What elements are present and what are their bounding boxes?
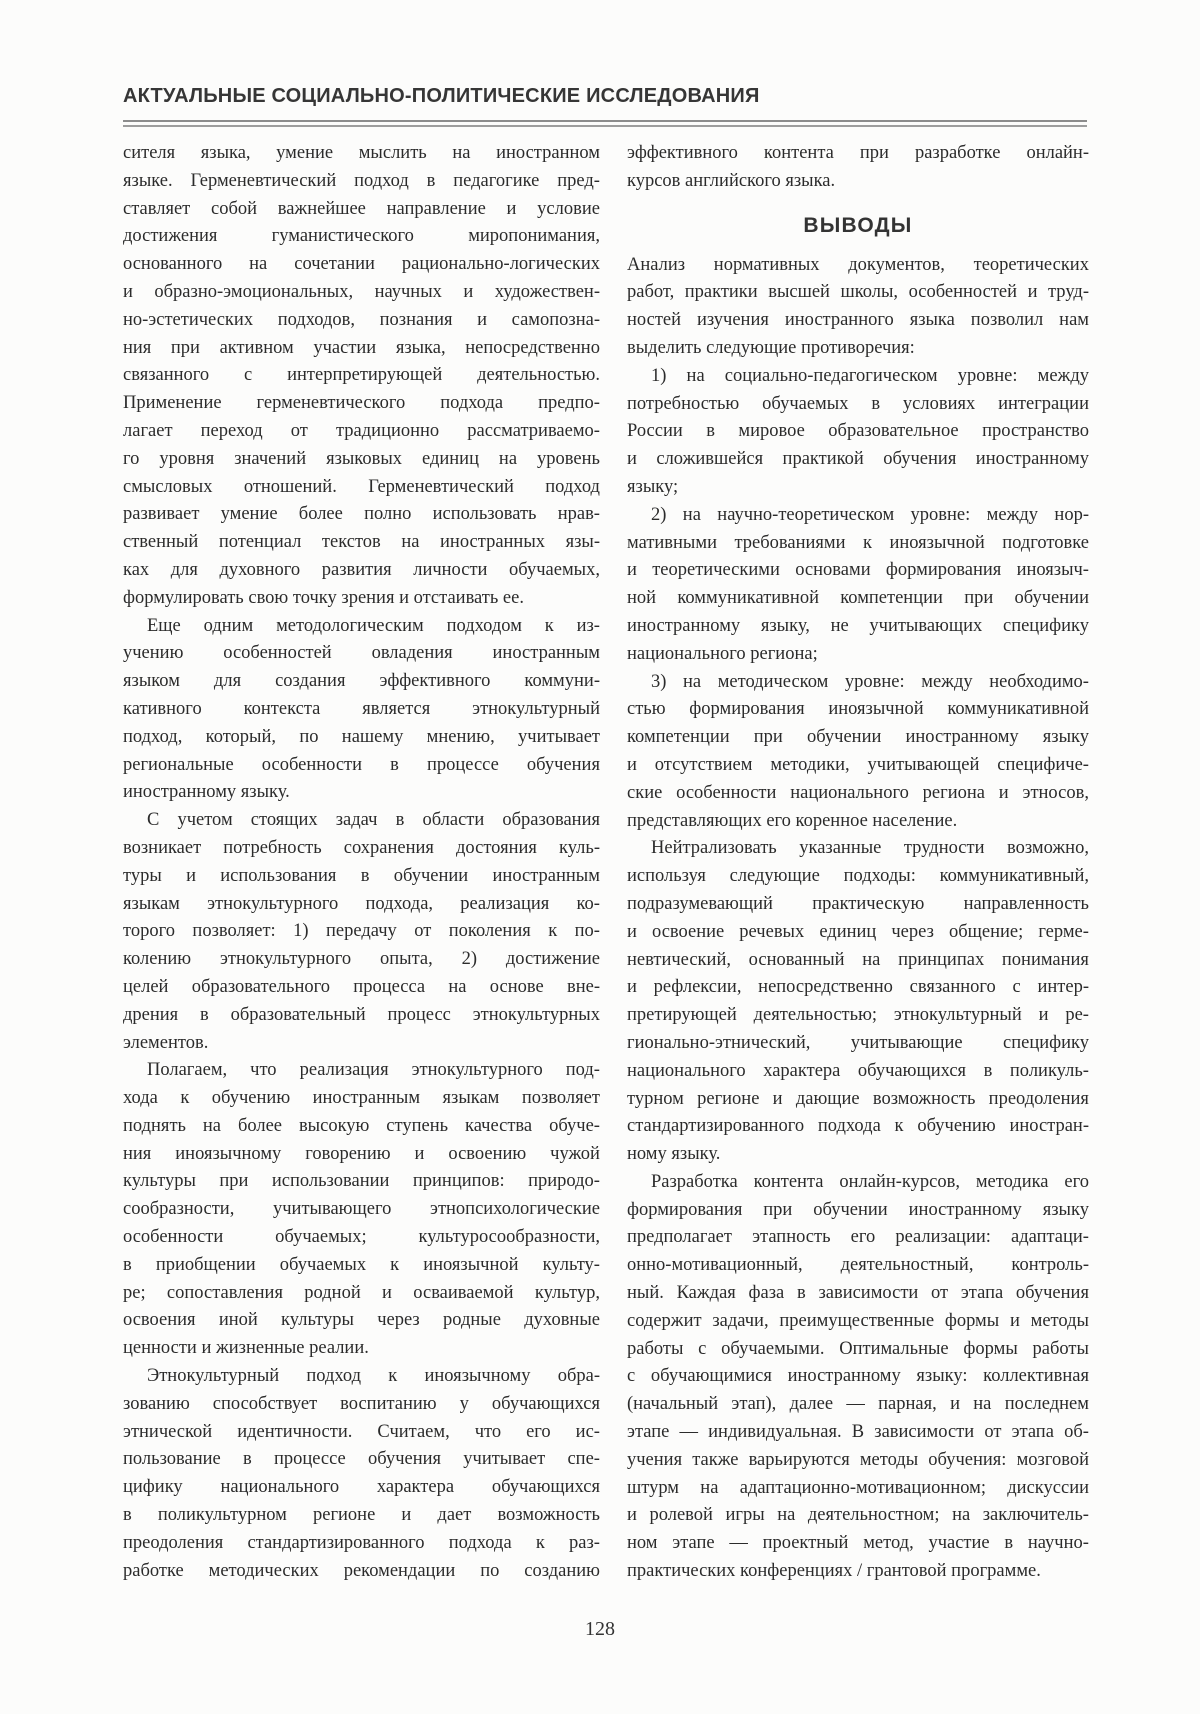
text-line: претирующей деятельностью; этнокультурный и ре- bbox=[627, 1005, 1089, 1026]
text-line: онно-мотивационный, деятельностный, контроль- bbox=[627, 1255, 1089, 1276]
text-line: учения также варьируются методы обучения: мозговой bbox=[627, 1449, 1089, 1470]
text-line: ный. Каждая фаза в зависимости от этапа обучения bbox=[627, 1283, 1089, 1304]
text-line: ному языку. bbox=[627, 1144, 721, 1165]
text-line: 1) на социально-педагогическом уровне: между bbox=[651, 365, 1089, 386]
text-line: хода к обучению иностранным языкам позволяет bbox=[123, 1088, 600, 1109]
paragraph bbox=[627, 669, 1089, 836]
text-line: сителя языка, умение мыслить на иностранном bbox=[123, 143, 600, 163]
text-line: региональные особенности в процессе обучения bbox=[123, 754, 600, 775]
text-line: 2) на научно-теоретическом уровне: между нор- bbox=[651, 504, 1089, 525]
text-line: Разработка контента онлайн-курсов, методика его bbox=[651, 1171, 1089, 1192]
text-line: турном регионе и дающие возможность преодоления bbox=[627, 1088, 1089, 1109]
text-line: и рефлексии, непосредственно связанного с интер- bbox=[627, 977, 1089, 998]
text-line: ной коммуникативной компетенции при обучении bbox=[627, 588, 1089, 609]
right-column bbox=[627, 140, 1089, 1586]
text-line: и отсутствием методики, учитывающей специфиче- bbox=[627, 754, 1089, 775]
text-line: ственный потенциал текстов на иностранных язы- bbox=[123, 532, 600, 553]
text-line: ном этапе — проектный метод, участие в научно- bbox=[627, 1533, 1089, 1554]
text-line: языке. Герменевтический подход в педагогике пред- bbox=[123, 170, 600, 191]
text-line: торого позволяет: 1) передачу от поколения к по- bbox=[123, 921, 600, 942]
text-line: туры и использования в обучении иностранным bbox=[123, 865, 600, 886]
text-line: содержит задачи, преимущественные формы и методы bbox=[627, 1310, 1089, 1331]
text-line: иностранному языку. bbox=[123, 782, 290, 803]
text-line: в приобщении обучаемых к иноязычной культу- bbox=[123, 1254, 600, 1275]
text-line: (начальный этап), далее — парная, и на последнем bbox=[627, 1394, 1089, 1415]
text-line: Нейтрализовать указанные трудности возможно, bbox=[651, 838, 1089, 859]
text-line: эффективного контента при разработке онлайн- bbox=[627, 143, 1089, 163]
text-line: ностей изучения иностранного языка позволил нам bbox=[627, 310, 1089, 331]
text-line: работ, практики высшей школы, особенностей и труд- bbox=[627, 282, 1089, 303]
text-line: этапе — индивидуальная. В зависимости от этапа об- bbox=[627, 1422, 1089, 1443]
text-line: практических конференциях / грантовой программе. bbox=[627, 1561, 1041, 1582]
text-line: 3) на методическом уровне: между необходимо- bbox=[651, 671, 1089, 692]
text-line: национального характера обучающихся в поликуль- bbox=[627, 1060, 1089, 1081]
text-line: в поликультурном регионе и дает возможность bbox=[123, 1505, 600, 1526]
text-line: работке методических рекомендации по созданию bbox=[123, 1560, 600, 1581]
paragraph bbox=[123, 1057, 600, 1363]
text-line: курсов английского языка. bbox=[627, 170, 836, 191]
paragraph bbox=[123, 1363, 600, 1585]
text-line: Этнокультурный подход к иноязычному обра- bbox=[147, 1366, 600, 1387]
text-line: ках для духовного развития личности обучаемых, bbox=[123, 559, 600, 580]
text-line: смысловых отношений. Герменевтический подход bbox=[123, 476, 600, 497]
text-line: сообразности, учитывающего этнопсихологические bbox=[123, 1199, 600, 1220]
text-line: подразумевающий практическую направленность bbox=[627, 893, 1089, 914]
text-line: цифику национального характера обучающихся bbox=[123, 1477, 600, 1498]
text-line: гионально-этнический, учитывающие специфику bbox=[627, 1032, 1089, 1053]
text-line: возникает потребность сохранения достояния куль- bbox=[123, 837, 600, 858]
text-line: представляющих его коренное население. bbox=[627, 810, 958, 831]
text-line: и освоение речевых единиц через общение; герме- bbox=[627, 921, 1089, 942]
text-line: особенности обучаемых; культуросообразности, bbox=[123, 1227, 600, 1248]
text-line: но-эстетических подходов, познания и самопозна- bbox=[123, 309, 600, 330]
text-line: Еще одним методологическим подходом к из- bbox=[147, 615, 600, 636]
text-line: мативными требованиями к иноязычной подготовке bbox=[627, 532, 1089, 553]
text-line: языком для создания эффективного коммуни- bbox=[123, 671, 600, 692]
text-line: ценности и жизненные реалии. bbox=[123, 1338, 369, 1359]
paragraph bbox=[627, 140, 1089, 196]
text-line: Применение герменевтического подхода предпо- bbox=[123, 393, 600, 414]
text-line: Анализ нормативных документов, теоретических bbox=[627, 254, 1089, 275]
text-line: языку; bbox=[627, 476, 679, 497]
text-line: развивает умение более полно использовать нрав- bbox=[123, 504, 600, 525]
text-line: лагает переход от традиционно рассматриваемо- bbox=[123, 420, 600, 441]
text-line: предполагает этапность его реализации: адаптаци- bbox=[627, 1227, 1089, 1248]
text-line: с обучающимися иностранному языку: коллективная bbox=[627, 1366, 1089, 1387]
text-line: элементов. bbox=[123, 1032, 209, 1053]
paragraph bbox=[627, 252, 1089, 363]
section-heading: ВЫВОДЫ bbox=[803, 213, 913, 237]
text-line: ставляет собой важнейшее направление и условие bbox=[123, 198, 600, 219]
text-line: целей образовательного процесса на основе вне- bbox=[123, 976, 600, 997]
text-line: формулировать свою точку зрения и отстаивать ее. bbox=[123, 587, 524, 608]
header-rule bbox=[123, 120, 1087, 127]
paragraph bbox=[123, 807, 600, 1057]
text-line: невтический, основанный на принципах понимания bbox=[627, 949, 1089, 970]
text-line: и ролевой игры на деятельностном; на заключитель- bbox=[627, 1505, 1089, 1526]
text-line: освоения иной культуры через родные духовные bbox=[123, 1310, 600, 1331]
paragraph bbox=[627, 363, 1089, 502]
text-line: потребностью обучаемых в условиях интеграции bbox=[627, 393, 1089, 414]
paragraph bbox=[627, 502, 1089, 669]
text-line: культуры при использовании принципов: природо- bbox=[123, 1171, 600, 1192]
text-line: штурм на адаптационно-мотивационном; дискуссии bbox=[627, 1477, 1089, 1498]
text-line: зованию способствует воспитанию у обучающихся bbox=[123, 1393, 600, 1414]
text-line: языкам этнокультурного подхода, реализация ко- bbox=[123, 893, 600, 914]
text-line: Полагаем, что реализация этнокультурного под- bbox=[147, 1060, 600, 1081]
text-line: учению особенностей овладения иностранным bbox=[123, 643, 600, 664]
text-line: поднять на более высокую ступень качества обуче- bbox=[123, 1115, 600, 1136]
text-line: С учетом стоящих задач в области образования bbox=[147, 810, 600, 831]
text-line: и теоретическими основами формирования иноязыч- bbox=[627, 560, 1089, 581]
text-line: дрения в образовательный процесс этнокультурных bbox=[123, 1004, 600, 1025]
text-line: связанного с интерпретирующей деятельностью. bbox=[123, 365, 600, 386]
left-column bbox=[123, 140, 600, 1585]
text-line: и сложившейся практикой обучения иностранному bbox=[627, 449, 1089, 470]
text-line: работы с обучаемыми. Оптимальные формы работы bbox=[627, 1338, 1089, 1359]
paragraph bbox=[123, 140, 600, 613]
text-line: и образно-эмоциональных, научных и художествен- bbox=[123, 281, 600, 302]
text-line: подход, который, по нашему мнению, учитывает bbox=[123, 726, 600, 747]
text-line: иностранному языку, не учитывающих специфику bbox=[627, 615, 1089, 636]
text-line: основанного на сочетании рационально-логических bbox=[123, 254, 600, 275]
text-line: ния иноязычному говорению и освоению чужой bbox=[123, 1143, 600, 1164]
text-line: ния при активном участии языка, непосредственно bbox=[123, 337, 600, 358]
text-line: преодоления стандартизированного подхода к раз- bbox=[123, 1532, 600, 1553]
text-line: компетенции при обучении иностранному языку bbox=[627, 727, 1089, 748]
text-line: достижения гуманистического миропонимания, bbox=[123, 226, 600, 247]
text-line: колению этнокультурного опыта, 2) достижение bbox=[123, 949, 600, 970]
text-line: используя следующие подходы: коммуникативный, bbox=[627, 866, 1089, 887]
text-line: стандартизированного подхода к обучению иностран- bbox=[627, 1116, 1089, 1137]
text-line: пользование в процессе обучения учитывает спе- bbox=[123, 1449, 600, 1470]
text-line: формирования при обучении иностранному языку bbox=[627, 1199, 1089, 1220]
text-line: России в мировое образовательное пространство bbox=[627, 421, 1089, 442]
text-line: этнической идентичности. Считаем, что его ис- bbox=[123, 1421, 600, 1442]
paragraph bbox=[627, 835, 1089, 1169]
text-line: выделить следующие противоречия: bbox=[627, 337, 915, 358]
text-line: кативного контекста является этнокультурный bbox=[123, 698, 600, 719]
text-line: национального региона; bbox=[627, 643, 818, 664]
text-line: ре; сопоставления родной и осваиваемой культур, bbox=[123, 1282, 600, 1303]
text-line: стью формирования иноязычной коммуникативной bbox=[627, 699, 1089, 720]
running-header: АКТУАЛЬНЫЕ СОЦИАЛЬНО-ПОЛИТИЧЕСКИЕ ИССЛЕДОВАНИЯ bbox=[123, 85, 760, 107]
paragraph bbox=[627, 1169, 1089, 1586]
text-line: ские особенности национального региона и этносов, bbox=[627, 782, 1089, 803]
paragraph bbox=[123, 613, 600, 808]
text-line: го уровня значений языковых единиц на уровень bbox=[123, 448, 600, 469]
page-number: 128 bbox=[585, 1618, 615, 1640]
